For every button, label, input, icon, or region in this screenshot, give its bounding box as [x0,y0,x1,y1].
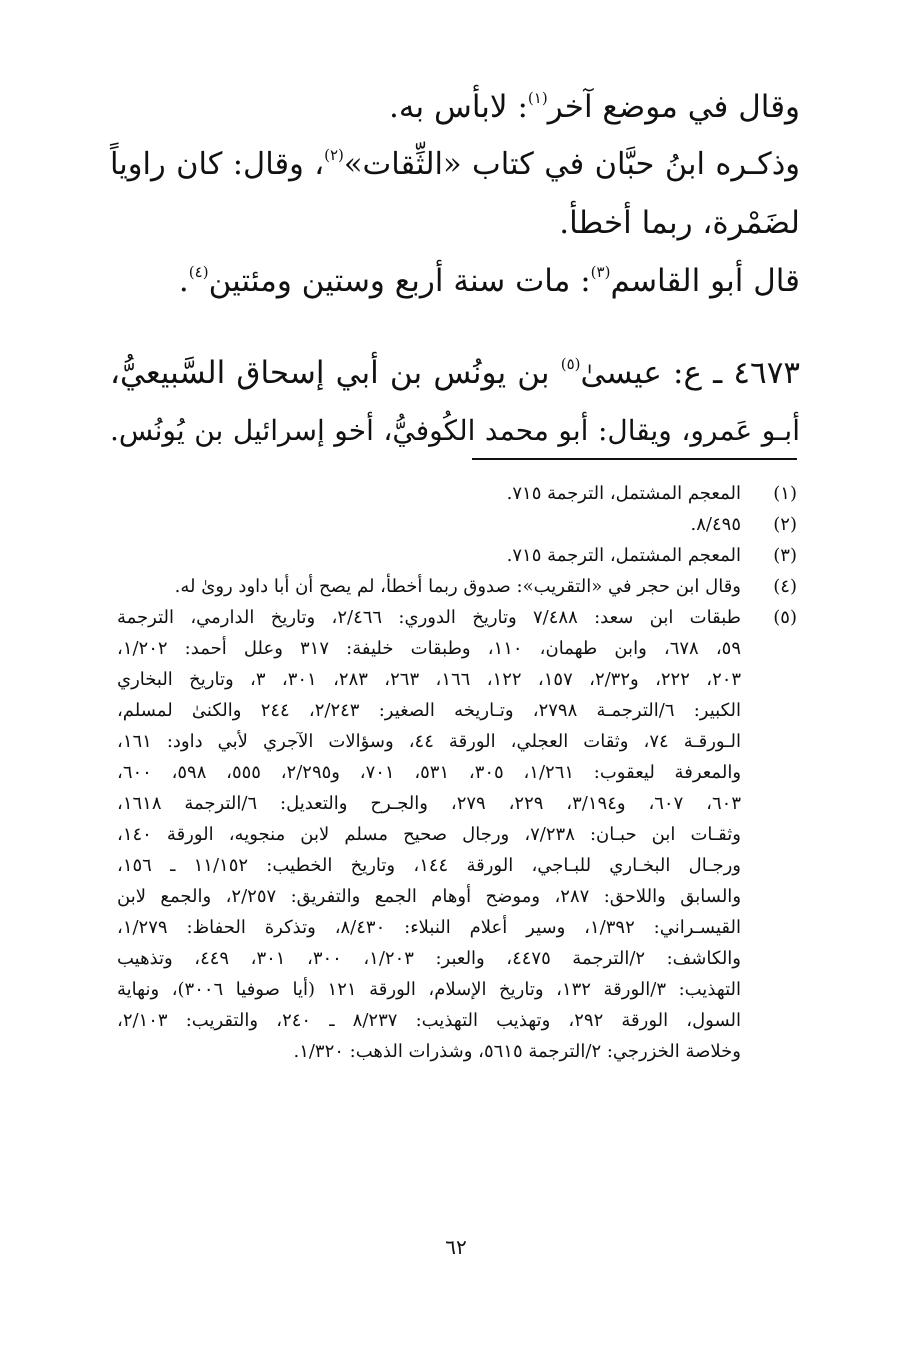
footnote-line: ٨/٤٩٥. [690,514,741,535]
footnote-line: والسابق واللاحق: ٢٨٧، وموضح أوهام الجمع والتفريق: ٢/٢٥٧، والجمع لابن [117,886,742,907]
main-line-4: قال أبو القاسم$^{(٣)}$: مات سنة أربع وستين ومئتين$^{(٤)}$. [178,263,800,299]
footnote-line: وقال ابن حجر في «التقريب»: صدوق ربما أخطأ، لم يصح أن أبا داود روىٰ له. [174,576,741,597]
footnote-line: ورجـال البخـاري للبـاجي، الورقة ١٤٤، وتاريخ الخطيب: ١١/١٥٢ ـ ١٥٦، [117,855,741,876]
footnote-line: وثقـات ابن حبـان: ٧/٢٣٨، ورجال صحيح مسلم لابن منجويه، الورقة ١٤٠، [117,824,741,845]
footnote-separator [472,458,797,460]
footnote-5 [117,602,797,1067]
entry-heading-line: ٤٦٧٣ ـ ع: عيسىٰ$^{(٥)}$ بن يونُس بن أبي إسحاق السَّبيعيُّ، [110,355,800,391]
footnote-line: المعجم المشتمل، الترجمة ٧١٥. [506,545,741,566]
footnote-line: والكاشف: ٢/الترجمة ٤٤٧٥، والعبر: ١/٢٠٣، ٣٠٠، ٣٠١، ٤٤٩، وتذهيب [117,948,741,969]
footnote-line: الـورقـة ٧٤، وثقات العجلي، الورقة ٤٤، وسؤالات الآجري لأبي داود: ١٦١، [117,731,741,752]
footnote-line: ٦٠٣، ٦٠٧، و٣/١٩٤، ٢٢٩، ٢٧٩، والجـرح والتعديل: ٦/الترجمة ١٦١٨، [117,793,741,814]
footnote-number: (٢) [773,514,797,535]
main-line-3: لضَمْرة، ربما أخطأ. [559,205,800,241]
footnote-line: ٥٩، ٦٧٨، وابن طهمان، ١١٠، وطبقات خليفة: ٣١٧ وعلل أحمد: ١/٢٠٢، [117,638,741,659]
page-number: ٦٢ [445,1235,467,1259]
footnote-line: المعجم المشتمل، الترجمة ٧١٥. [506,483,741,504]
footnote-ref-1: (١) [527,89,548,107]
footnote-line: القيسـراني: ١/٣٩٢، وسير أعلام النبلاء: ٨/٤٣٠، وتذكرة الحفاظ: ١/٢٧٩، [117,917,741,938]
footnote-line: والمعرفة ليعقوب: ١/٢٦١، ٣٠٥، ٥٣١، ٧٠١، و٢/٢٩٥، ٥٥٥، ٥٩٨، ٦٠٠، [117,762,742,783]
main-line-6: أبـو عَمرو، ويقال: أبو محمد الكُوفيُّ، أخو إسرائيل بن يُونُس. [110,414,800,447]
footnote-ref-4: (٤) [188,263,209,281]
footnote-3 [117,540,797,571]
footnote-line: التهذيب: ٣/الورقة ١٣٢، وتاريخ الإسلام، الورقة ١٢١ (أيا صوفيا ٣٠٠٦)، ونهاية [117,979,741,1000]
footnote-number: (٤) [773,576,797,597]
footnote-line: الكبير: ٦/الترجمـة ٢٧٩٨، وتـاريخه الصغير: ٢/٢٤٣، ٢٤٤ والكنىٰ لمسلم، [117,700,742,721]
main-text [110,78,800,460]
footnote-line: السول، الورقة ٢٩٢، وتهذيب التهذيب: ٨/٢٣٧ ـ ٢٤٠، والتقريب: ٢/١٠٣، [117,1010,742,1031]
footnote-4 [117,571,797,602]
footnote-ref-3: (٣) [590,263,611,281]
footnote-ref-5: (٥) [560,355,581,373]
footnote-number: (٥) [773,607,797,628]
footnote-1 [117,478,797,509]
main-line-2: وذكـره ابنُ حبَّان في كتاب «الثِّقات»$^{(٢)}$، وقال: كان راوياً [110,146,800,182]
footnote-number: (٣) [773,545,797,566]
footnotes [117,478,797,1067]
footnote-line: ٢٠٣، ٢٢٢، و٢/٣٢، ١٥٧، ١٢٢، ١٦٦، ٢٦٣، ٢٨٣، ٣٠١، ٣، وتاريخ البخاري [117,669,742,690]
footnote-line: طبقات ابن سعد: ٧/٤٨٨ وتاريخ الدوري: ٢/٤٦٦، وتاريخ الدارمي، الترجمة [117,607,741,628]
footnote-number: (١) [773,483,797,504]
footnote-line: وخلاصة الخزرجي: ٢/الترجمة ٥٦١٥، وشذرات الذهب: ١/٣٢٠. [293,1041,741,1062]
main-line-1: وقال في موضع آخر$^{(١)}$: لابأس به. [389,89,800,125]
footnote-ref-2: (٢) [324,146,344,164]
footnote-2 [117,509,797,540]
